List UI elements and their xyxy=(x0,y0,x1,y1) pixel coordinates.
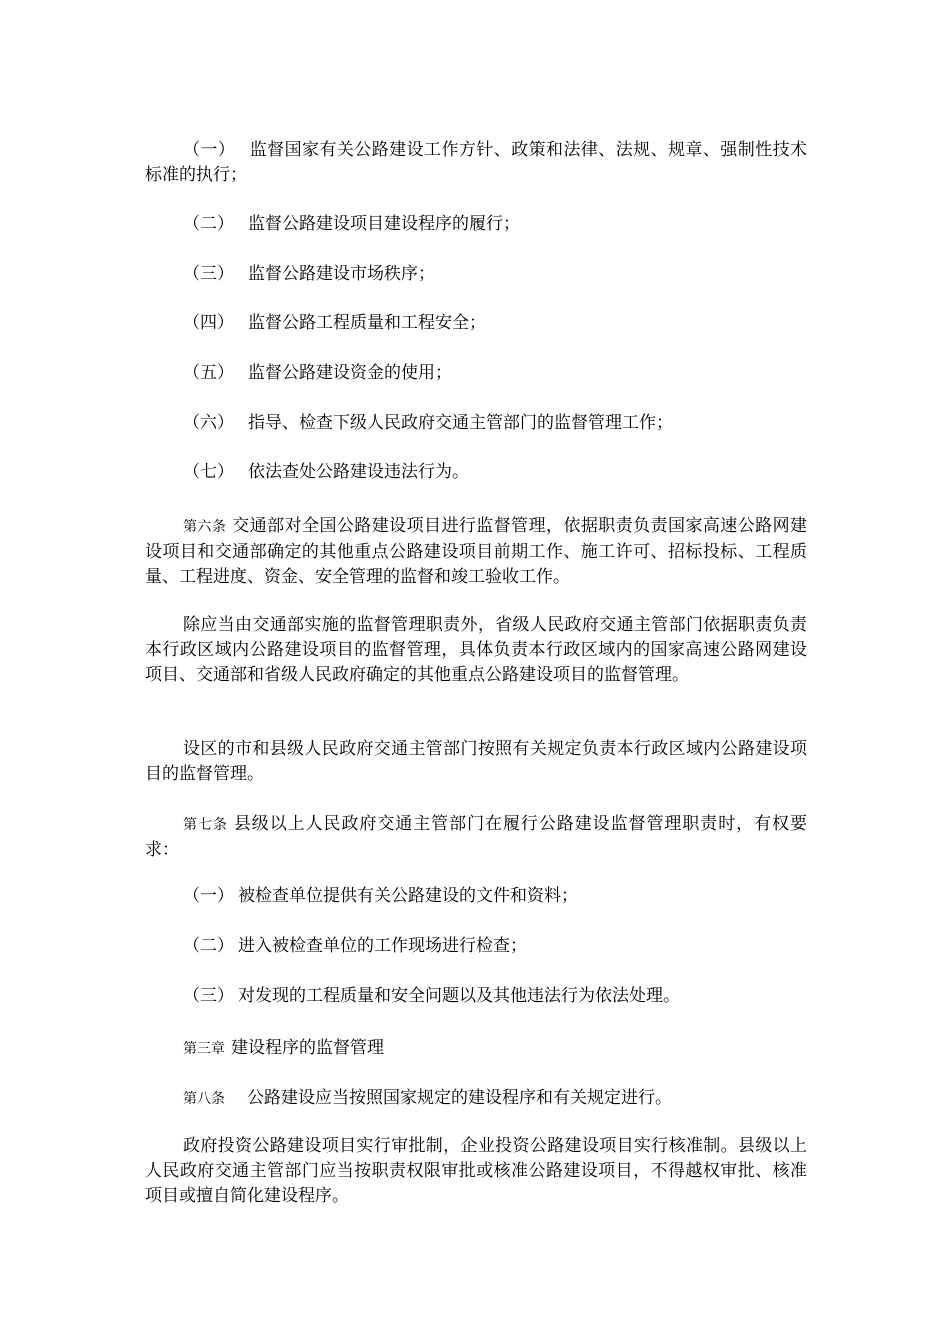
item-number: （一） xyxy=(183,886,234,906)
article-label: 第七条 xyxy=(183,817,228,833)
chapter-title: 建设程序的监督管理 xyxy=(231,1038,384,1058)
item-text: 监督公路建设资金的使用； xyxy=(248,363,452,383)
article-8 xyxy=(145,1086,807,1112)
item-a-6 xyxy=(145,411,807,436)
item-a-3 xyxy=(145,262,807,287)
item-number: （六） xyxy=(183,413,234,433)
article-7 xyxy=(145,812,807,863)
article-6 xyxy=(145,514,807,590)
item-a-5 xyxy=(145,361,807,386)
item-text: 进入被检查单位的工作现场进行检查； xyxy=(238,936,527,956)
item-b-1 xyxy=(145,884,807,909)
item-number: （三） xyxy=(183,986,234,1006)
paragraph-provincial: 除应当由交通部实施的监督管理职责外，省级人民政府交通主管部门依据职责负责本行政区域内公路建设项目的监督管理，具体负责本行政区域内的国家高速公路网建设项目、交通部和省级人民政府确定的其他重点公路建设项目的监督管理。 xyxy=(145,615,807,685)
item-text: 监督公路工程质量和工程安全； xyxy=(248,313,486,333)
item-text: 依法查处公路建设违法行为。 xyxy=(248,462,469,482)
article-label: 第八条 xyxy=(183,1091,225,1107)
item-b-2 xyxy=(145,934,807,959)
item-b-3 xyxy=(145,984,807,1009)
item-a-2 xyxy=(145,212,807,237)
chapter-label: 第三章 xyxy=(183,1041,225,1057)
item-a-7 xyxy=(145,460,807,485)
item-a-4 xyxy=(145,311,807,336)
item-text: 被检查单位提供有关公路建设的文件和资料； xyxy=(238,886,578,906)
paragraph-approval: 政府投资公路建设项目实行审批制，企业投资公路建设项目实行核准制。县级以上人民政府交通主管部门应当按职责权限审批或核准公路建设项目，不得越权审批、核准项目或擅自简化建设程序。 xyxy=(145,1136,807,1206)
item-number: （三） xyxy=(183,264,234,284)
article-text: 公路建设应当按照国家规定的建设程序和有关规定进行。 xyxy=(247,1088,672,1108)
item-number: （四） xyxy=(183,313,234,333)
item-text: 指导、检查下级人民政府交通主管部门的监督管理工作； xyxy=(248,413,673,433)
article-label: 第六条 xyxy=(183,519,227,535)
chapter-3-heading xyxy=(145,1036,807,1062)
item-number: （二） xyxy=(183,214,234,234)
article-text: 县级以上人民政府交通主管部门在履行公路建设监督管理职责时，有权要求： xyxy=(145,814,808,860)
item-text: 监督国家有关公路建设工作方针、政策和法律、法规、规章、强制性技术标准的执行； xyxy=(145,140,808,185)
item-text: 对发现的工程质量和安全问题以及其他违法行为依法处理。 xyxy=(238,986,680,1006)
item-number: （五） xyxy=(183,363,234,383)
item-number: （二） xyxy=(183,936,234,956)
item-number: （七） xyxy=(183,462,234,482)
item-number: （一） xyxy=(183,140,236,160)
paragraph-city-county: 设区的市和县级人民政府交通主管部门按照有关规定负责本行政区域内公路建设项目的监督管理。 xyxy=(145,739,807,784)
item-a-1 xyxy=(145,138,807,188)
item-text: 监督公路建设市场秩序； xyxy=(248,264,435,284)
item-text: 监督公路建设项目建设程序的履行； xyxy=(248,214,520,234)
article-text: 交通部对全国公路建设项目进行监督管理，依据职责负责国家高速公路网建设项目和交通部确定的其他重点公路建设项目前期工作、施工许可、招标投标、工程质量、工程进度、资金、安全管理的监督和竣工验收工作。 xyxy=(145,516,808,587)
